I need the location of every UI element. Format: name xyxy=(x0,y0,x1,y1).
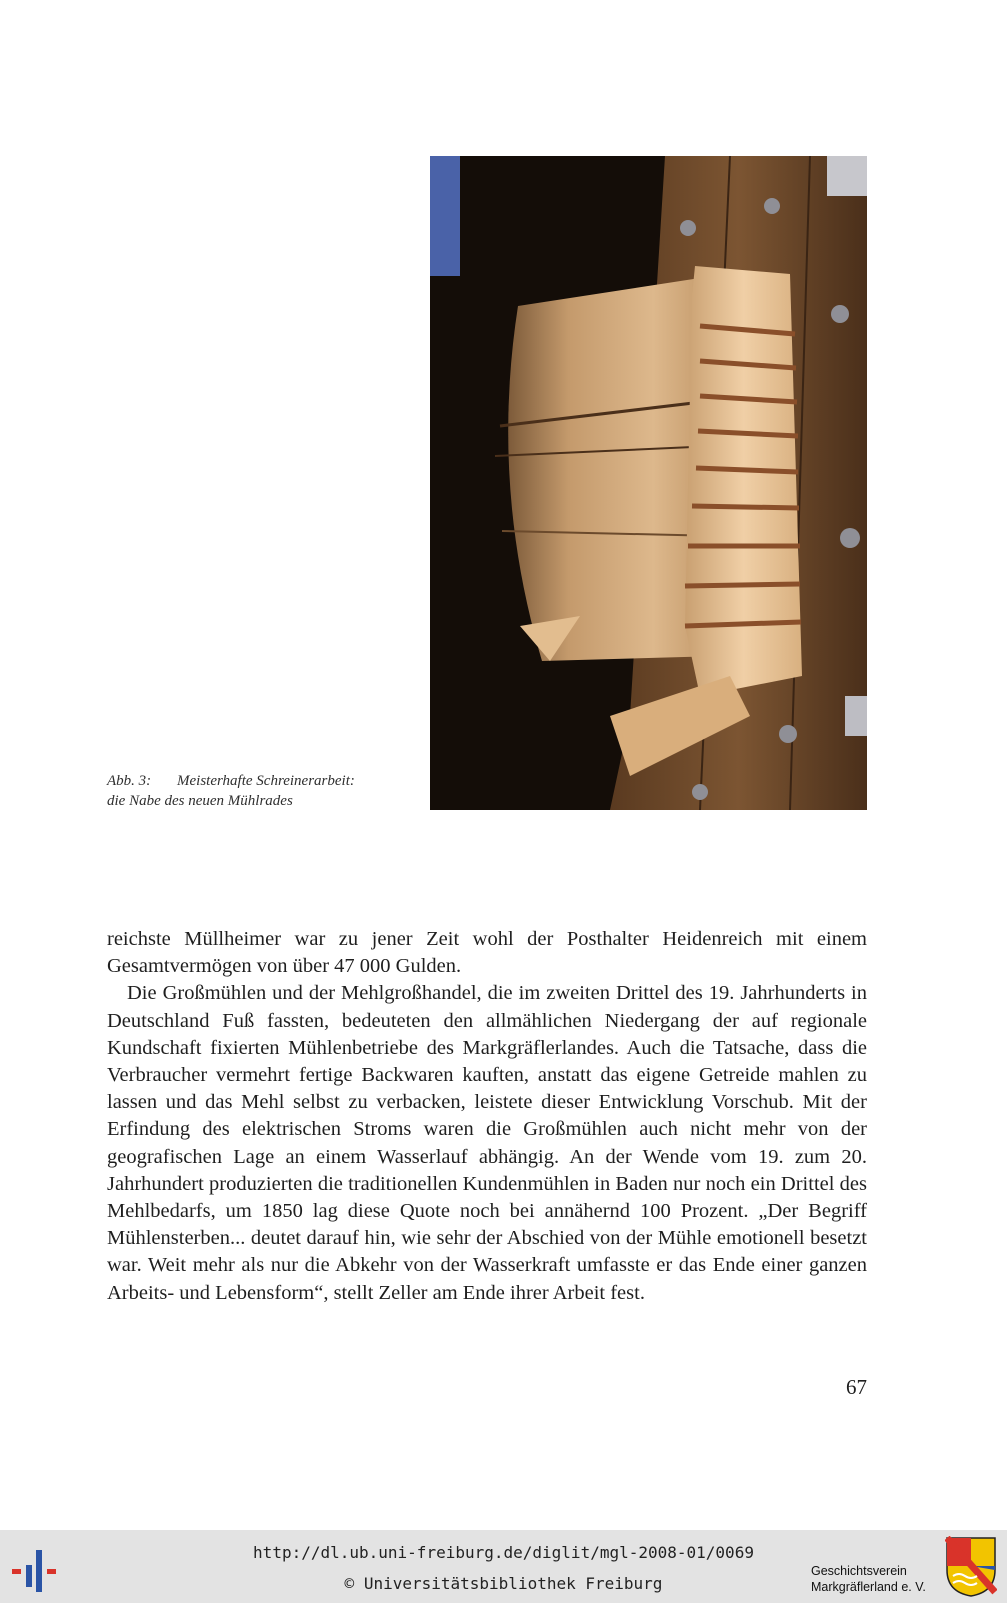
mill-wheel-hub-photo xyxy=(430,156,867,810)
markgraeflerland-crest-icon xyxy=(945,1536,997,1598)
caption-label: Abb. 3: xyxy=(107,773,152,789)
body-text xyxy=(107,926,867,1307)
figure-caption xyxy=(107,771,407,811)
footer-url-link[interactable]: http://dl.ub.uni-freiburg.de/diglit/mgl-2008-01/0069 xyxy=(253,1543,754,1562)
caption-line-1 xyxy=(107,771,407,791)
footer-copyright: © Universitätsbibliothek Freiburg xyxy=(344,1574,663,1593)
society-line-2: Markgräflerland e. V. xyxy=(811,1580,926,1594)
page-number: 67 xyxy=(846,1375,867,1399)
caption-line-2: die Nabe des neuen Mühlrades xyxy=(107,793,293,809)
society-name xyxy=(811,1563,941,1595)
society-line-1: Geschichtsverein xyxy=(811,1564,907,1578)
caption-title: Meisterhafte Schreinerarbeit: xyxy=(177,773,355,789)
paragraph: Die Großmühlen und der Mehlgroßhandel, die im zweiten Drittel des 19. Jahrhunderts in Deutschland Fuß fassten, bedeuteten den allmählichen Niedergang der auf regionale Kundschaft fixierten Mühlenbetriebe des Markgräflerlandes. Auch die Tatsache, dass die Verbraucher vermehrt fertige Backwaren kauften, anstatt das eigene Getreide mahlen zu lassen und das Mehl selbst zu verbacken, leistete dieser Entwicklung Vorschub. Mit der Erfindung des elektrischen Stroms waren die Großmühlen auch nicht mehr von der geografischen Lage an einem Wasserlauf abhängig. An der Wende vom 19. zum 20. Jahrhundert produzierten die traditionellen Kundenmühlen in Baden nur noch ein Drittel des Mehlbedarfs, um 1850 lag diese Quote noch bei annähernd 100 Prozent. „Der Begriff Mühlensterben... deutet darauf hin, wie sehr der Abschied von der Mühle emotionell besetzt war. Weit mehr als nur die Abkehr von der Wasserkraft umfasste er das Ende einer ganzen Arbeits- und Lebensform“, stellt Zeller am Ende ihrer Arbeit fest. xyxy=(107,982,867,1304)
mill-wheel-hub-image xyxy=(430,156,867,810)
paragraph-continued: reichste Müllheimer war zu jener Zeit wohl der Posthalter Heidenreich mit einem Gesamtvermögen von über 47 000 Gulden. xyxy=(107,928,867,978)
footer-bar xyxy=(0,1530,1007,1603)
